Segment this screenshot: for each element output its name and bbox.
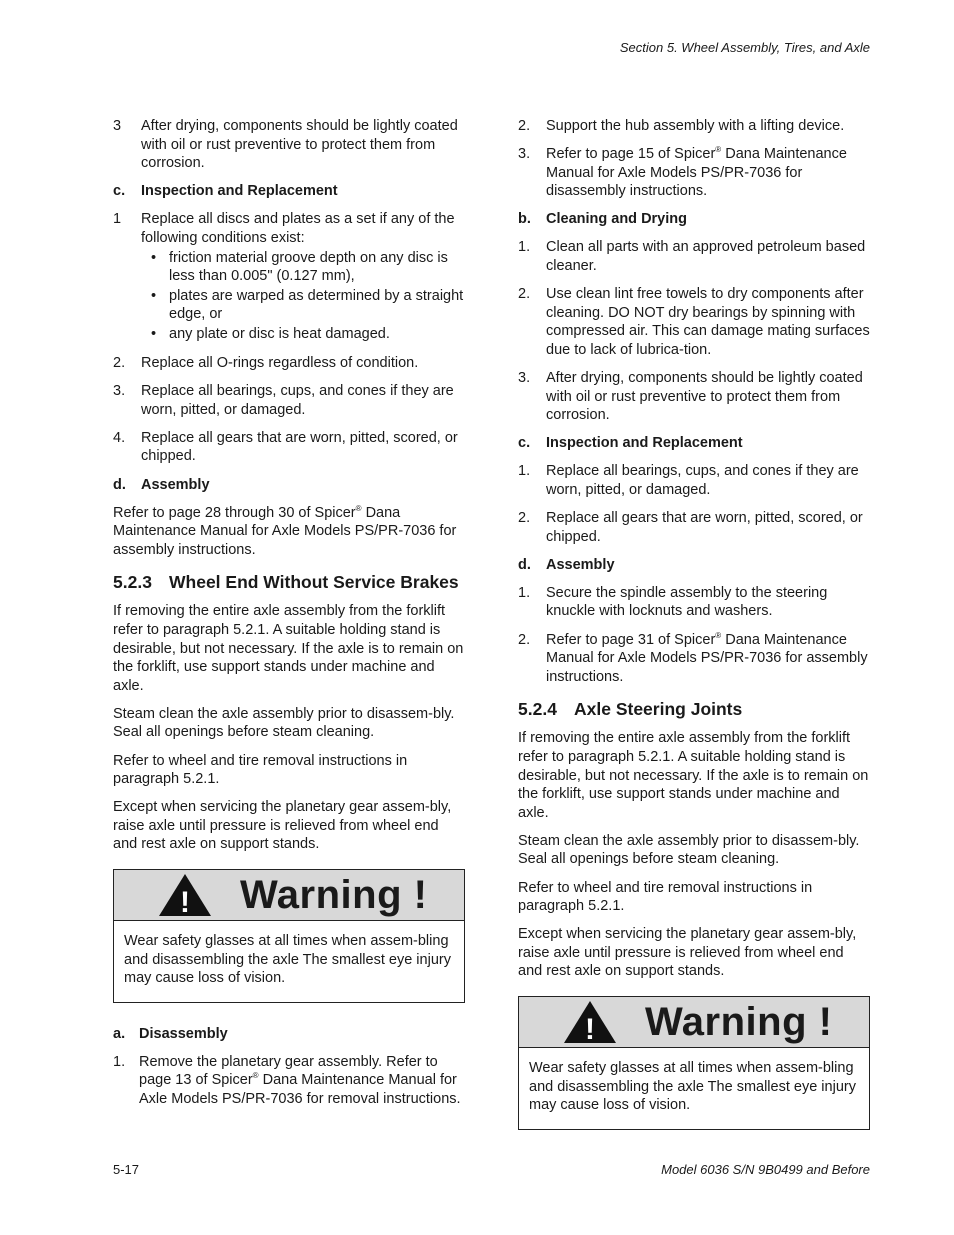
list-item: 3. After drying, components should be lightly coated with oil or rust preventive to protect them from corrosion. (518, 370, 863, 424)
item-text: After drying, components should be lightly coated with oil or rust preventive to protect them from corrosion. (141, 118, 458, 172)
model-footer: Model 6036 S/N 9B0499 and Before (661, 1162, 870, 1177)
bullet-item: • friction material groove depth on any disc is less than 0.005" (0.127 mm), (141, 249, 465, 286)
list-item: 1. Clean all parts with an approved petroleum based cleaner. (518, 239, 866, 275)
right-column (518, 117, 870, 1152)
list-item (113, 210, 465, 344)
list-item: 2. Use clean lint free towels to dry components after cleaning. DO NOT dry bearings by spinning with compressed air. This can damage mating surfaces due to lack of lubrica-tion. (518, 286, 870, 358)
registered-mark: ® (355, 503, 362, 513)
bullet-icon: • (151, 249, 157, 266)
svg-text:!: ! (585, 1012, 595, 1044)
warning-header (114, 870, 464, 921)
page-header: Section 5. Wheel Assembly, Tires, and Axle (619, 40, 870, 55)
warning-box (518, 996, 870, 1130)
paragraph: If removing the entire axle assembly from the forklift refer to paragraph 5.2.1. A suitable holding stand is desirable, but not necessary. If the axle is to remain on the forklift, use support stands under machine and axle. (518, 730, 869, 821)
subheading-assembly: d. Assembly (518, 556, 615, 573)
paragraph: Except when servicing the planetary gear assem-bly, raise axle until pressure is relieved from wheel end and rest axle on support stands. (113, 799, 452, 853)
page-number: 5-17 (113, 1162, 140, 1177)
list-item: 3. Replace all bearings, cups, and cones if they are worn, pitted, or damaged. (113, 383, 454, 418)
list-item: 1. Replace all bearings, cups, and cones if they are worn, pitted, or damaged. (518, 463, 859, 498)
subheading-inspection: c. Inspection and Replacement (113, 183, 338, 200)
registered-mark: ® (252, 1071, 259, 1081)
warning-triangle-icon (158, 873, 212, 917)
bullet-item: • any plate or disc is heat damaged. (141, 325, 465, 344)
warning-title: Warning ! (645, 999, 833, 1044)
list-item: 1. Secure the spindle assembly to the steering knuckle with locknuts and washers. (518, 584, 828, 620)
list-item: 4. Replace all gears that are worn, pitted, scored, or chipped. (113, 429, 458, 465)
paragraph: Refer to wheel and tire removal instructions in paragraph 5.2.1. (113, 752, 408, 788)
paragraph: If removing the entire axle assembly from the forklift refer to paragraph 5.2.1. A suitable holding stand is desirable, but not necessary. If the axle is to remain on the forklift, use support stands under machine and axle. (113, 603, 464, 694)
paragraph: Steam clean the axle assembly prior to disassem-bly. Seal all openings before steam cleaning. (518, 832, 860, 868)
warning-text: Wear safety glasses at all times when assem-bling and disassembling the axle The smallest eye injury may cause loss of vision. (124, 933, 451, 987)
warning-box (113, 869, 465, 1003)
svg-text:!: ! (180, 886, 190, 917)
subheading-cleaning: b. Cleaning and Drying (518, 211, 687, 228)
warning-header (519, 997, 869, 1048)
warning-text: Wear safety glasses at all times when assem-bling and disassembling the axle The smallest eye injury may cause loss of vision. (529, 1059, 856, 1114)
warning-title: Warning ! (240, 872, 428, 917)
item-number: 3 (113, 118, 122, 134)
list-item: 3. Refer to page 15 of Spicer® Dana Maintenance Manual for Axle Models PS/PR-7036 for disassembly instructions. (518, 145, 847, 200)
bullet-icon: • (151, 325, 157, 342)
list-item: 1. Remove the planetary gear assembly. Refer to page 13 of Spicer® Dana Maintenance Manual for Axle Models PS/PR-7036 for removal instructions. (113, 1053, 461, 1108)
bullet-item: • plates are warped as determined by a straight edge, or (141, 287, 465, 324)
list-item: 2. Replace all O-rings regardless of condition. (113, 355, 419, 372)
paragraph: Steam clean the axle assembly prior to disassem-bly. Seal all openings before steam cleaning. (113, 705, 455, 741)
paragraph: Except when servicing the planetary gear assem-bly, raise axle until pressure is relieved from wheel end and rest axle on support stands. (518, 926, 857, 980)
left-column (113, 117, 465, 1118)
subheading-disassembly: a. Disassembly (113, 1025, 228, 1042)
bullet-icon: • (151, 287, 157, 304)
item-text: Replace all discs and plates as a set if any of the following conditions exist: (141, 211, 455, 246)
registered-mark: ® (715, 630, 722, 640)
list-item: 2. Refer to page 31 of Spicer® Dana Maintenance Manual for Axle Models PS/PR-7036 for assembly instructions. (518, 630, 868, 685)
assembly-paragraph: Refer to page 28 through 30 of Spicer® Dana Maintenance Manual for Axle Models PS/PR-7036 for assembly instructions. (113, 503, 457, 558)
bullet-list (141, 249, 465, 344)
subheading-assembly: d. Assembly (113, 476, 210, 493)
warning-triangle-icon (563, 1000, 617, 1044)
list-item (113, 117, 465, 173)
item-number: 1 (113, 211, 122, 228)
paragraph: Refer to wheel and tire removal instructions in paragraph 5.2.1. (518, 879, 813, 915)
list-item: 2. Support the hub assembly with a lifting device. (518, 118, 845, 134)
registered-mark: ® (715, 145, 722, 155)
list-item: 2. Replace all gears that are worn, pitted, scored, or chipped. (518, 510, 863, 545)
section-heading-5-2-3: 5.2.3 Wheel End Without Service Brakes (113, 572, 459, 593)
section-heading-5-2-4: 5.2.4 Axle Steering Joints (518, 699, 743, 720)
subheading-inspection: c. Inspection and Replacement (518, 435, 743, 452)
